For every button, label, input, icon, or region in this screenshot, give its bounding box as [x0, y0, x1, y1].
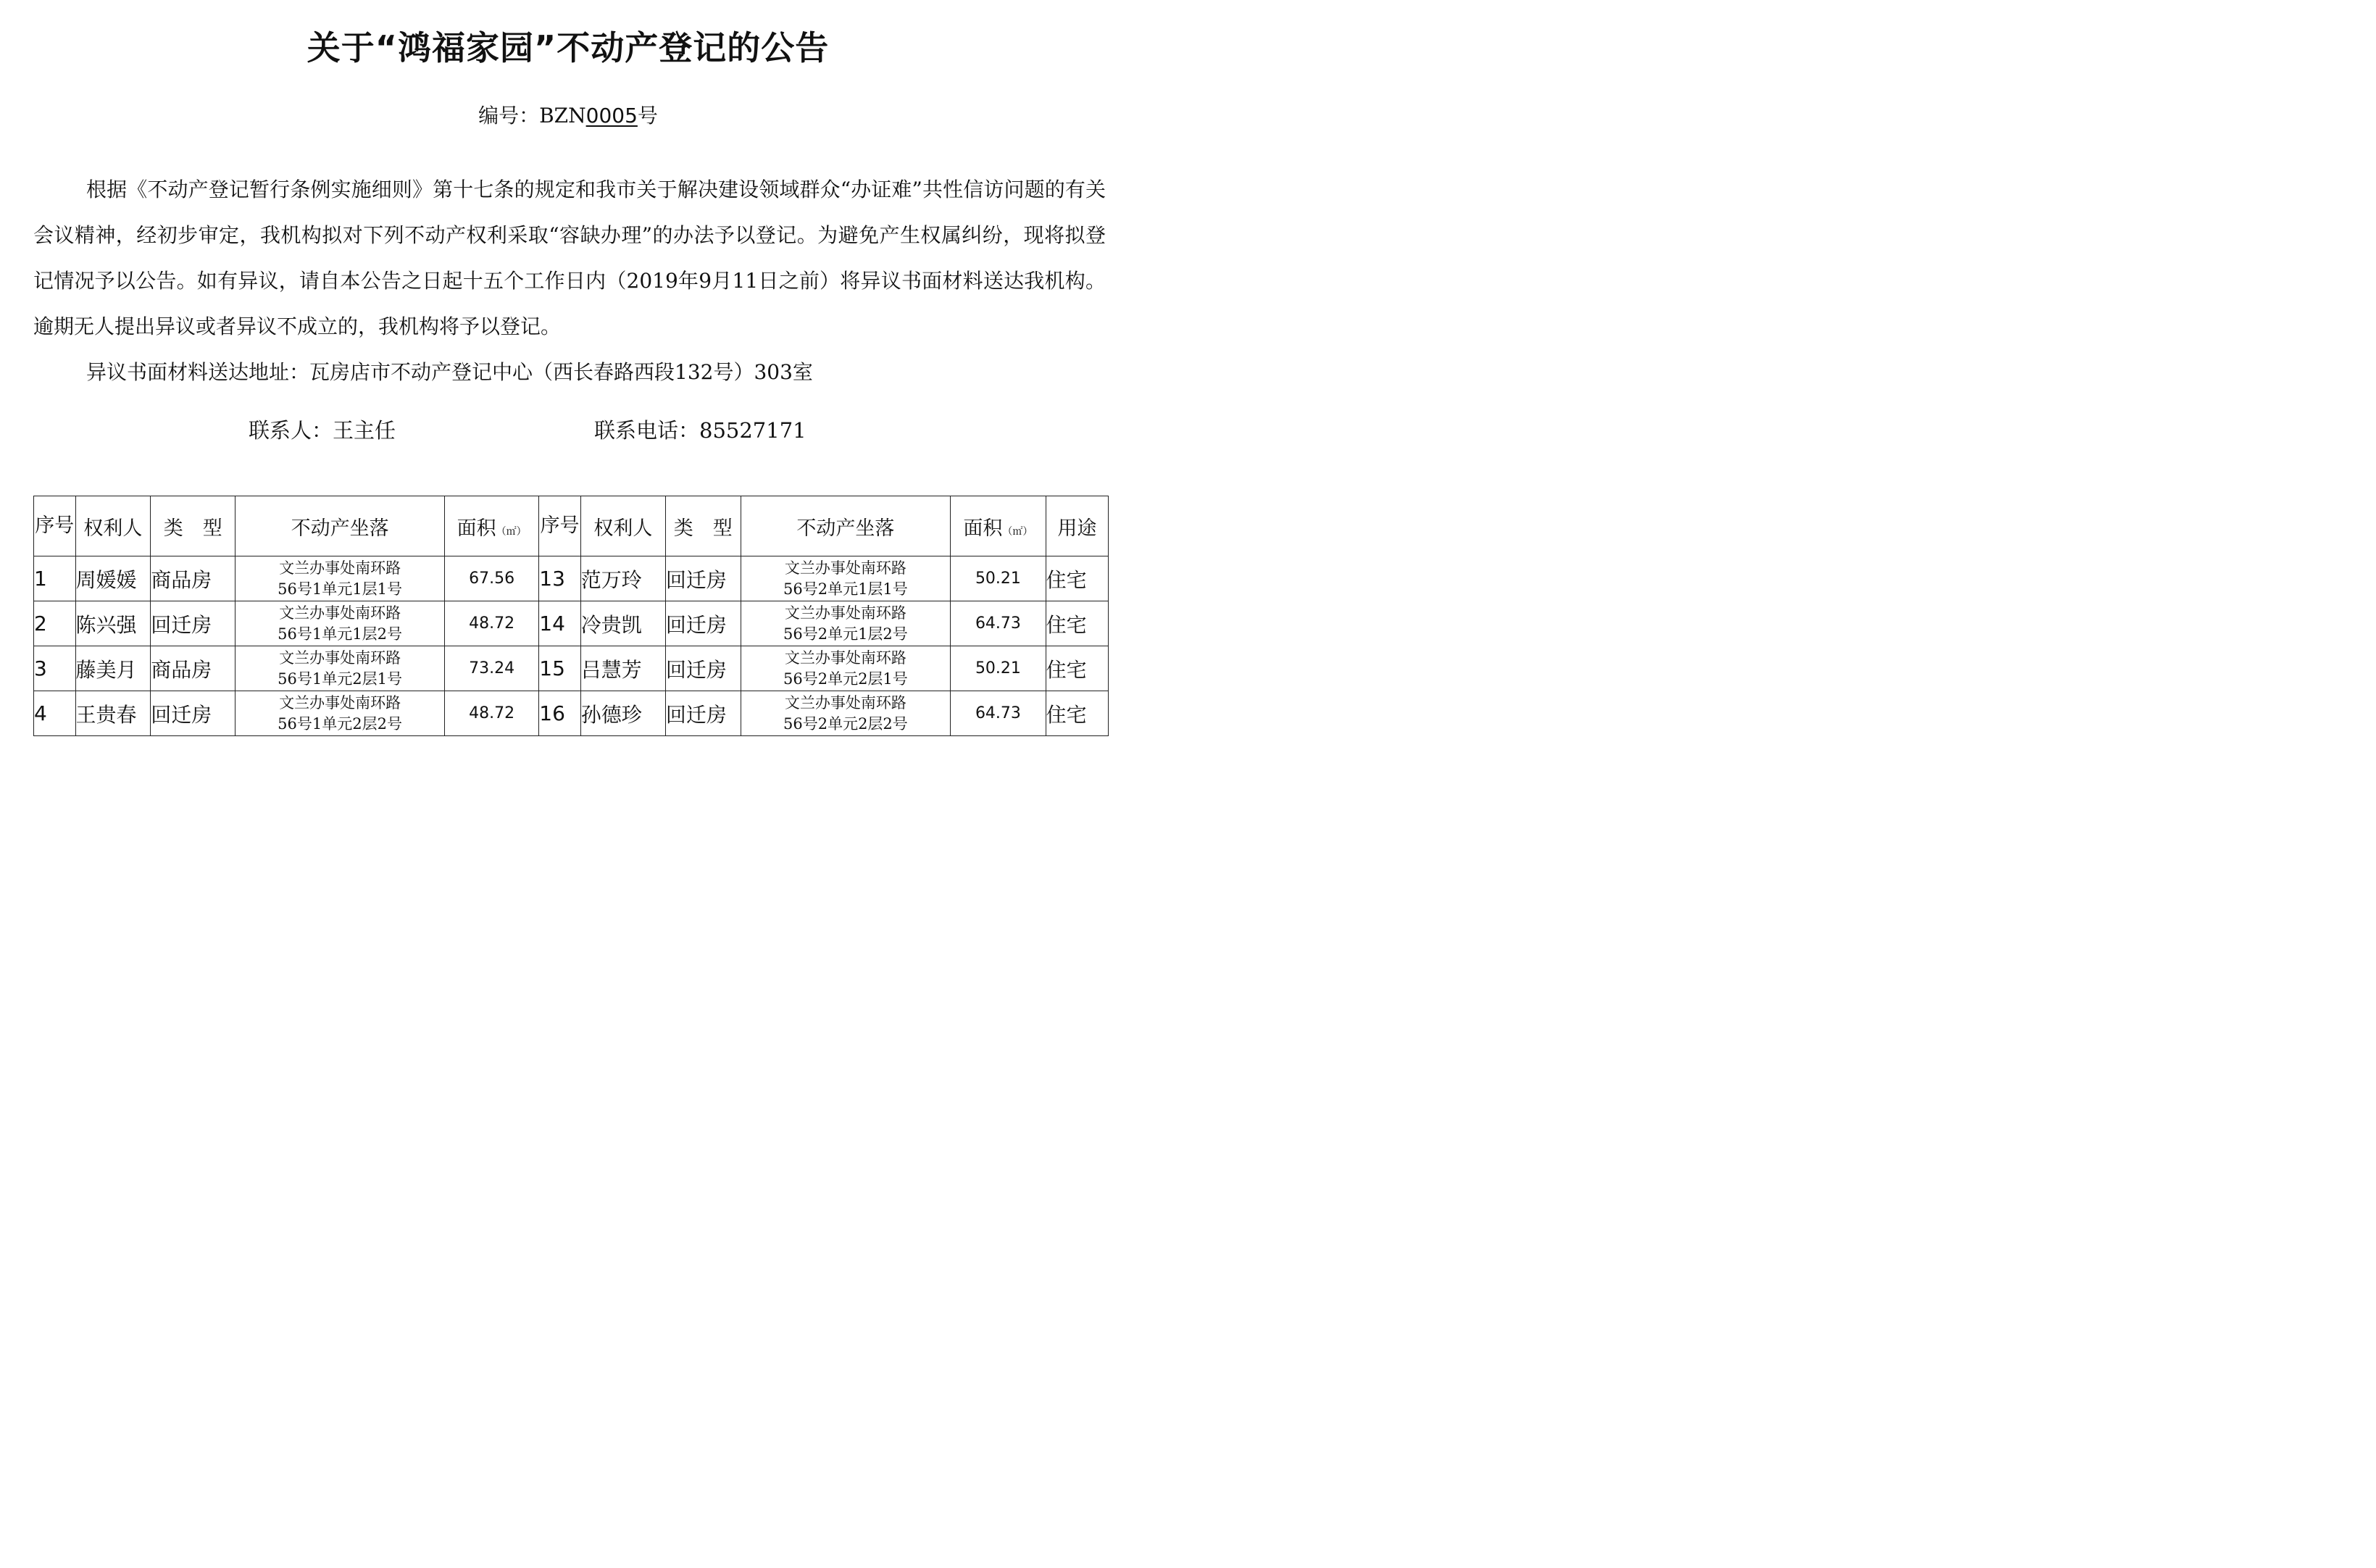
registration-table: [33, 496, 1109, 736]
location-line-1: 文兰办事处南环路: [784, 693, 906, 712]
location-cell: [741, 646, 951, 691]
document-number-prefix: 编号：BZN: [478, 104, 586, 128]
document-number-suffix: 号: [637, 104, 658, 128]
header-type: 类 型: [151, 496, 235, 556]
header-owner: 权利人: [75, 496, 151, 556]
seq-cell: 3: [34, 646, 76, 691]
location-line-2: 56号1单元2层1号: [278, 670, 402, 688]
type-cell: 商品房: [151, 556, 235, 601]
seq-cell: 13: [539, 556, 581, 601]
header-seq: 序号: [539, 496, 581, 556]
area-cell: 64.73: [951, 691, 1046, 736]
seq-cell: 4: [34, 691, 76, 736]
header-area-unit: （㎡）: [496, 525, 527, 538]
header-type: 类 型: [665, 496, 741, 556]
seq-cell: 15: [539, 646, 581, 691]
owner-cell: 陈兴强: [75, 601, 151, 646]
usage-cell: 住宅: [1046, 556, 1108, 601]
owner-cell: 周媛媛: [75, 556, 151, 601]
location-line-2: 56号2单元1层1号: [783, 580, 908, 598]
owner-cell: 冷贵凯: [580, 601, 665, 646]
usage-cell: 住宅: [1046, 646, 1108, 691]
owner-cell: 吕慧芳: [580, 646, 665, 691]
header-owner: 权利人: [580, 496, 665, 556]
type-cell: 回迁房: [665, 556, 741, 601]
usage-cell: 住宅: [1046, 601, 1108, 646]
location-line-2: 56号2单元2层1号: [783, 670, 908, 688]
location-line-2: 56号2单元1层2号: [783, 625, 908, 643]
location-line-2: 56号1单元2层2号: [278, 714, 402, 733]
area-cell: 50.21: [951, 646, 1046, 691]
location-cell: [235, 691, 445, 736]
seq-cell: 1: [34, 556, 76, 601]
objection-address-paragraph: 异议书面材料送达地址：瓦房店市不动产登记中心（西长春路西段132号）303室: [86, 360, 813, 384]
header-location: 不动产坐落: [741, 496, 951, 556]
header-area-label: 面积: [457, 517, 496, 540]
location-line-1: 文兰办事处南环路: [279, 604, 401, 622]
seq-cell: 14: [539, 601, 581, 646]
notice-paragraph: 根据《不动产登记暂行条例实施细则》第十七条的规定和我市关于解决建设领域群众“办证难”共性信访问题的有关会议精神，经初步审定，我机构拟对下列不动产权利采取“容缺办理”的办法予以登记。为避免产生权属纠纷，现将拟登记情况予以公告。如有异议，请自本公告之日起十五个工作日内（2019年9月11日之前）将异议书面材料送达我机构。逾期无人提出异议或者异议不成立的，我机构将予以登记。: [33, 178, 1106, 338]
contact-person: 联系人：王主任: [249, 418, 396, 443]
type-cell: 回迁房: [665, 646, 741, 691]
table-row: [34, 556, 1109, 601]
notice-body: [33, 167, 1106, 395]
table-header-row: [34, 496, 1109, 556]
header-area: [444, 496, 538, 556]
table-row: [34, 601, 1109, 646]
location-line-1: 文兰办事处南环路: [279, 693, 401, 712]
header-area: [951, 496, 1046, 556]
owner-cell: 王贵春: [75, 691, 151, 736]
table-row: [34, 646, 1109, 691]
location-line-2: 56号1单元1层1号: [278, 580, 402, 598]
location-line-1: 文兰办事处南环路: [784, 604, 906, 622]
type-cell: 回迁房: [665, 601, 741, 646]
type-cell: 回迁房: [151, 691, 235, 736]
document-number: [0, 100, 1136, 129]
seq-cell: 2: [34, 601, 76, 646]
owner-cell: 藤美月: [75, 646, 151, 691]
seq-cell: 16: [539, 691, 581, 736]
type-cell: 回迁房: [151, 601, 235, 646]
header-area-unit: （㎡）: [1002, 525, 1033, 538]
location-cell: [235, 556, 445, 601]
location-cell: [235, 601, 445, 646]
notice-title: 关于“鸿福家园”不动产登记的公告: [307, 28, 830, 67]
table-row: [34, 691, 1109, 736]
location-cell: [235, 646, 445, 691]
document-number-value: 0005: [585, 104, 638, 128]
area-cell: 67.56: [444, 556, 538, 601]
location-line-1: 文兰办事处南环路: [784, 649, 906, 667]
type-cell: 回迁房: [665, 691, 741, 736]
location-line-2: 56号1单元1层2号: [278, 625, 402, 643]
usage-cell: 住宅: [1046, 691, 1108, 736]
type-cell: 商品房: [151, 646, 235, 691]
location-line-1: 文兰办事处南环路: [279, 559, 401, 577]
header-seq: 序号: [34, 496, 76, 556]
header-area-label: 面积: [963, 517, 1003, 540]
location-cell: [741, 556, 951, 601]
area-cell: 73.24: [444, 646, 538, 691]
area-cell: 50.21: [951, 556, 1046, 601]
area-cell: 48.72: [444, 691, 538, 736]
area-cell: 48.72: [444, 601, 538, 646]
location-cell: [741, 691, 951, 736]
location-line-1: 文兰办事处南环路: [279, 649, 401, 667]
area-cell: 64.73: [951, 601, 1046, 646]
owner-cell: 孙德珍: [580, 691, 665, 736]
header-usage: 用途: [1046, 496, 1108, 556]
contact-phone: 联系电话：85527171: [594, 418, 806, 443]
owner-cell: 范万玲: [580, 556, 665, 601]
location-line-1: 文兰办事处南环路: [784, 559, 906, 577]
location-line-2: 56号2单元2层2号: [783, 714, 908, 733]
location-cell: [741, 601, 951, 646]
header-location: 不动产坐落: [235, 496, 445, 556]
